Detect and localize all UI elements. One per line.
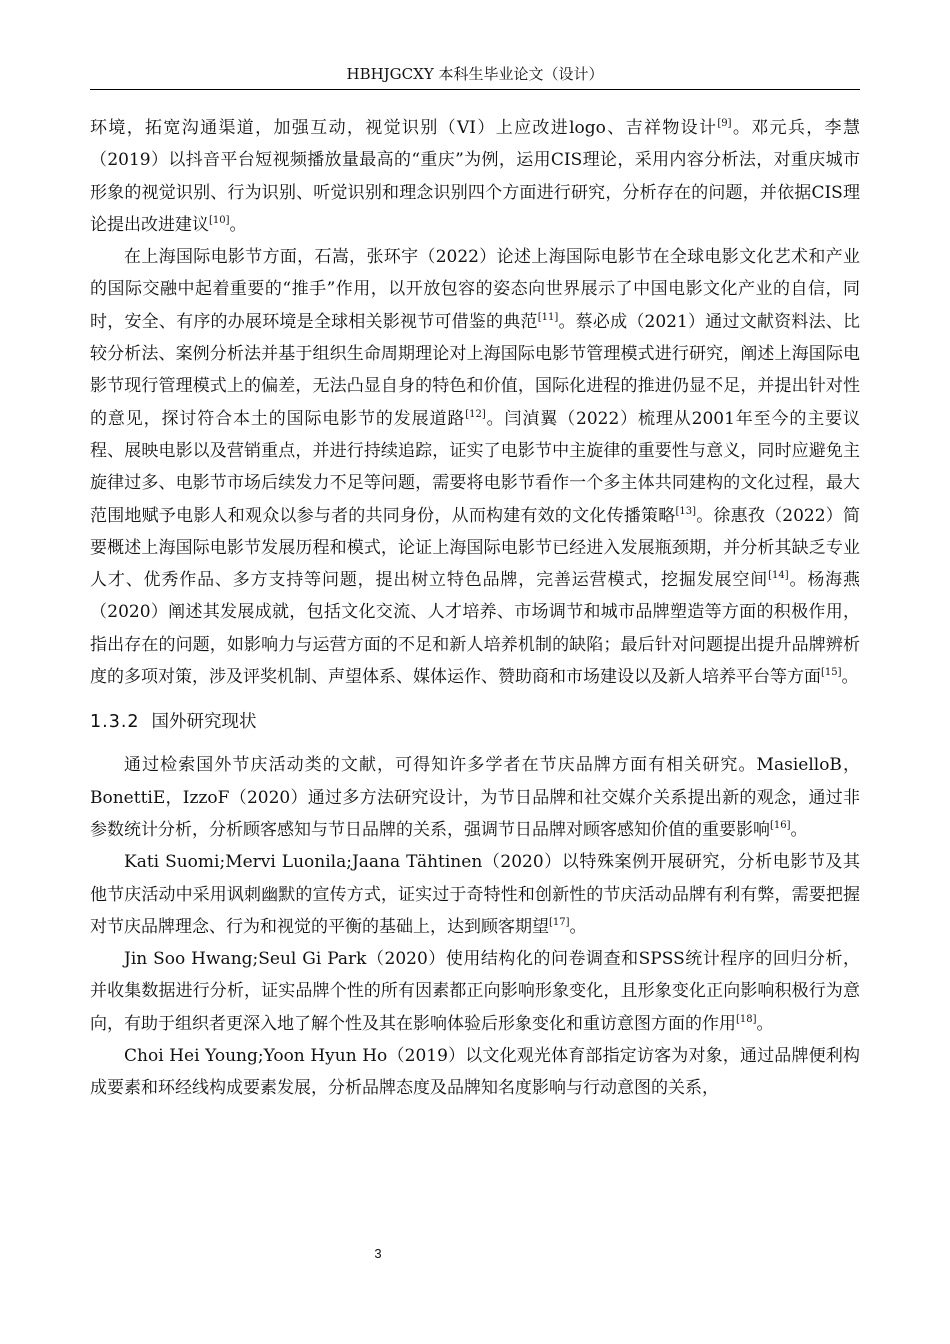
citation: [18] bbox=[736, 1013, 757, 1025]
citation: [16] bbox=[770, 819, 791, 831]
citation: [9] bbox=[717, 118, 732, 129]
citation: [13] bbox=[675, 505, 696, 517]
main-body bbox=[90, 112, 860, 1105]
citation: [17] bbox=[549, 916, 570, 928]
section-heading bbox=[90, 709, 860, 735]
running-header: HBHJGCXY 本科生毕业论文（设计） bbox=[346, 65, 604, 83]
citation: [12] bbox=[465, 408, 486, 420]
citation: [10] bbox=[209, 214, 230, 226]
section-number: 1.3.2 bbox=[90, 712, 140, 733]
paragraph-6: Choi Hei Young;Yoon Hyun Ho（2019）以文化观光体育部指定访客为对象，通过品牌便利构成要素和环经线构成要素发展，分析品牌态度及品牌知名度影响与行动意图的关系， bbox=[90, 1046, 860, 1099]
section-title: 国外研究现状 bbox=[151, 712, 257, 733]
citation: [15] bbox=[821, 667, 842, 679]
page-number: 3 bbox=[374, 1246, 382, 1261]
paragraph-1: 环境，拓宽沟通渠道，加强互动，视觉识别（VI）上应改进logo、吉祥物设计[9]。邓元兵，李慧（2019）以抖音平台短视频播放量最高的“重庆”为例，运用CIS理论，采用内容分析法，对重庆城市形象的视觉识别、行为识别、听觉识别和理念识别四个方面进行研究，分析存在的问题，并依据CIS理论提出改进建议[10]。 bbox=[90, 118, 861, 235]
citation: [14] bbox=[768, 570, 789, 582]
paragraph-4: Kati Suomi;Mervi Luonila;Jaana Tähtinen（2020）以特殊案例开展研究，分析电影节及其他节庆活动中采用讽刺幽默的宣传方式，证实过于奇特性和创新性的节庆活动品牌有利有弊，需要把握对节庆品牌理念、行为和视觉的平衡的基础上，达到顾客期望[17]。 bbox=[90, 852, 860, 937]
paragraph-5: Jin Soo Hwang;Seul Gi Park（2020）使用结构化的问卷调查和SPSS统计程序的回归分析，并收集数据进行分析，证实品牌个性的所有因素都正向影响形象变化，且形象变化正向影响积极行为意向，有助于组织者更深入地了解个性及其在影响体验后形象变化和重访意图方面的作用[18]。 bbox=[90, 949, 860, 1034]
header-rule bbox=[90, 89, 860, 90]
citation: [11] bbox=[537, 311, 559, 323]
paragraph-2: 在上海国际电影节方面，石嵩，张环宇（2022）论述上海国际电影节在全球电影文化艺术和产业的国际交融中起着重要的“推手”作用，以开放包容的姿态向世界展示了中国电影文化产业的自信，同时，安全、有序的办展环境是全球相关影视节可借鉴的典范[11]。蔡必成（2021）通过文献资料法、比较分析法、案例分析法并基于组织生命周期理论对上海国际电影节管理模式进行研究，阐述上海国际电影节现行管理模式上的偏差，无法凸显自身的特色和价值，国际化进程的推进仍显不足，并提出针对性的意见，探讨符合本土的国际电影节的发展道路[12]。闫湞翼（2022）梳理从2001年至今的主要议程、展映电影以及营销重点，并进行持续追踪，证实了电影节中主旋律的重要性与意义，同时应避免主旋律过多、电影节市场后续发力不足等问题，需要将电影节看作一个多主体共同建构的文化过程，最大范围地赋予电影人和观众以参与者的共同身份，从而构建有效的文化传播策略[13]。徐惠孜（2022）简要概述上海国际电影节发展历程和模式，论证上海国际电影节已经进入发展瓶颈期，并分析其缺乏专业人才、优秀作品、多方支持等问题，提出树立特色品牌，完善运营模式，挖掘发展空间[14]。杨海燕（2020）阐述其发展成就，包括文化交流、人才培养、市场调节和城市品牌塑造等方面的积极作用，指出存在的问题，如影响力与运营方面的不足和新人培养机制的缺陷；最后针对问题提出提升品牌辨析度的多项对策，涉及评奖机制、声望体系、媒体运作、赞助商和市场建设以及新人培养平台等方面[15]。 bbox=[90, 247, 861, 688]
paragraph-3: 通过检索国外节庆活动类的文献，可得知许多学者在节庆品牌方面有相关研究。MasielloB，BonettiE，IzzoF（2020）通过多方法研究设计，为节日品牌和社交媒介关系提出新的观念，通过非参数统计分析，分析顾客感知与节日品牌的关系，强调节日品牌对顾客感知价值的重要影响[16]。 bbox=[90, 755, 860, 840]
